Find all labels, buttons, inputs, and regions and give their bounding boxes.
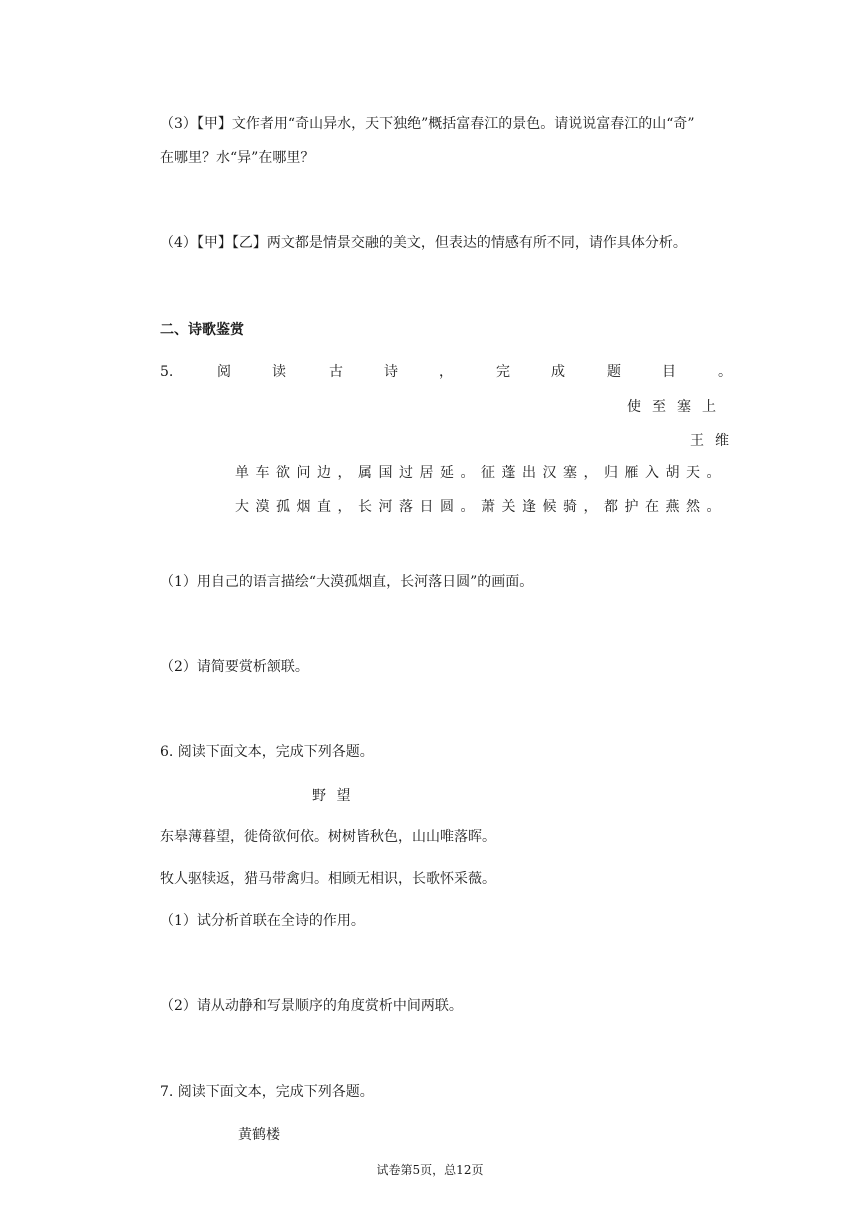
page-footer: 试卷第5页，总12页 [376,1163,484,1177]
q5-intro-char: 古 [329,364,343,380]
q7-poem-title: 黄鹤楼 [238,1127,280,1143]
q4-text: （4）【甲】【乙】两文都是情景交融的美文，但表达的情感有所不同，请作具体分析。 [160,235,687,251]
q5-sub1: （1）用自己的语言描绘“大漠孤烟直，长河落日圆”的画面。 [160,574,534,590]
q5-verse1: 单车欲问边，属国过居延。征蓬出汉塞，归雁入胡天。 [235,465,727,481]
q6-intro: 6. 阅读下面文本，完成下列各题。 [160,744,374,760]
q7-intro: 7. 阅读下面文本，完成下列各题。 [160,1084,374,1100]
q6-poem-title: 野 望 [312,788,354,804]
q6-verse2: 牧人驱犊返，猎马带禽归。相顾无相识，长歌怀采薇。 [160,871,496,887]
q3-line2: 在哪里？水“异”在哪里？ [160,150,315,166]
q5-intro-char: 成 [551,364,565,380]
q5-intro-char: ， [439,364,453,380]
q5-intro-char: 。 [718,364,732,380]
section-title-poetry: 二、诗歌鉴赏 [160,322,244,338]
q3-line1: （3）【甲】文作者用“奇山异水，天下独绝”概括富春江的景色。请说说富春江的山“奇” [160,116,695,132]
q6-sub1: （1）试分析首联在全诗的作用。 [160,913,365,929]
q5-intro-char: 题 [607,364,621,380]
q5-intro-char: 完 [496,364,510,380]
q5-verse2: 大漠孤烟直，长河落日圆。萧关逢候骑，都护在燕然。 [235,499,727,515]
q6-sub2: （2）请从动静和写景顺序的角度赏析中间两联。 [160,998,463,1014]
q5-intro-char: 目 [662,364,676,380]
q5-intro-char: 读 [272,364,286,380]
q6-verse1: 东皋薄暮望，徙倚欲何依。树树皆秋色，山山唯落晖。 [160,829,496,845]
q5-intro-char: 诗 [384,364,398,380]
q5-intro [0,362,860,382]
q5-author: 王维 [690,433,740,449]
q5-intro-char: 阅 [217,364,231,380]
q5-sub2: （2）请简要赏析颔联。 [160,659,309,675]
q5-intro-char: 5. [160,364,174,380]
q5-poem-title: 使至塞上 [627,399,727,415]
